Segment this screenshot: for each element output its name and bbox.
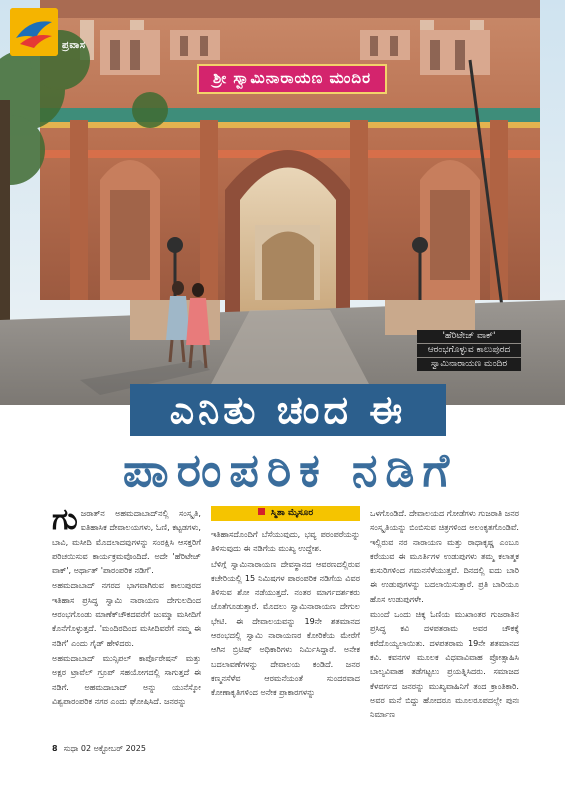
- bird-logo-icon: [10, 8, 58, 56]
- magazine-logo: [10, 8, 58, 56]
- article-column-1: [52, 502, 201, 736]
- article-paragraph: ಗುಜರಾತ್‌ನ ಅಹಮದಾಬಾದ್‌ನಲ್ಲಿ ಸಂಸ್ಕೃತಿ, ಐತಿಹಾಸಿಕ ದೇವಾಲಯಗಳು, ಓಣಿ, ಕಟ್ಟಡಗಳು, ಬಾವಿ, ಮಸೀದಿ ಮೊದಲಾದವುಗಳನ್ನು ಸಂರಕ್ಷಿಸಿ ಆಸಕ್ತರಿಗೆ ಪರಿಚಯಿಸುವ ಕಾರ್ಯಕ್ರಮವೊಂದಿದೆ. ಅದೇ 'ಹೆರಿಟೇಜ್ ವಾಕ್', ಅರ್ಥಾತ್ 'ಪಾರಂಪರಿಕ ನಡಿಗೆ'.: [52, 502, 201, 576]
- article-paragraph: ಮುಂದೆ ಒಂದು ಚಿಕ್ಕ ಓಣಿಯ ಮುಖಾಂತರ ಗುಜರಾತಿನ ಪ್ರಸಿದ್ಧ ಕವಿ ದಳಪತರಾಮ ಅವರ ಚೌಕಕ್ಕೆ ಕರೆದೊಯ್ಯಲಾಯಿತು. ದಳಪತರಾಮ 19ನೇ ಶತಮಾನದ ಕವಿ. ಕವನಗಳ ಮೂಲಕ ವಿಧವಾವಿವಾಹ ಪ್ರೋತ್ಸಾಹಿಸಿ ಬಾಲ್ಯವಿವಾಹ ತಡೆಗಟ್ಟಲು ಪ್ರಯತ್ನಿಸಿದರು. ಸಮಾಜದ ಕೆಳವರ್ಗದ ಜನರನ್ನು ಮುಖ್ಯವಾಹಿನಿಗೆ ತಂದ ಕ್ರಾಂತಿಕಾರಿ. ಅವರ ಮನೆ ಬಿದ್ದು ಹೋದರೂ ಮೂಲರೂಪದಲ್ಲೇ ಪುನಃ ನಿರ್ಮಾಣ: [370, 609, 519, 720]
- page-number: 8: [52, 744, 58, 753]
- caption-line: ಆರಂಭಗೊಳ್ಳುವ ಕಾಲುಪುರದ: [417, 344, 521, 357]
- temple-sign: ಶ್ರೀ ಸ್ವಾಮಿನಾರಾಯಣ ಮಂದಿರ: [197, 64, 387, 94]
- article-column-3: [370, 506, 519, 736]
- photo-caption: [417, 330, 521, 372]
- author-name: ಸ್ಮಿತಾ ಮೈಸೂರ: [270, 508, 314, 518]
- article-paragraph: ಒಳಗೊಂಡಿದೆ. ದೇವಾಲಯದ ಗೋಡೆಗಳು ಗುಜರಾತಿ ಜನರ ಸಂಸ್ಕೃತಿಯನ್ನು ಬಿಂಬಿಸುವ ಚಿತ್ರಗಳಿಂದ ಅಲಂಕೃತಗೊಂಡಿವೆ. ಇಲ್ಲಿರುವ ನರ ನಾರಾಯಣ ಮತ್ತು ರಾಧಾಕೃಷ್ಣ ಎಂಬೂ ಕರೆಯುವ ಈ ಮೂರ್ತಿಗಳ ಉಡುಪುಗಳು ತಮ್ಮ ಕಲಾತ್ಮಕ ಕುಸುರಿಗಳಿಂದ ಗಮನಸೆಳೆಯುತ್ತವೆ. ದಿನದಲ್ಲಿ ಐದು ಬಾರಿ ಈ ಉಡುಪುಗಳನ್ನು ಬದಲಾಯಿಸುತ್ತಾರೆ. ಪ್ರತಿ ಬಾರಿಯೂ ಹೊಸ ಉಡುಪುಗಳೇ.: [370, 508, 519, 604]
- section-label: ಪ್ರವಾಸ: [62, 40, 86, 51]
- article-body: [52, 502, 520, 736]
- headline-line-1: ಎನಿತು ಚಂದ ಈ: [169, 388, 407, 432]
- article-paragraph: ಅಹಮದಾಬಾದ್ ಮುನ್ಸಿಪಲ್ ಕಾರ್ಪೊರೇಷನ್ ಮತ್ತು ಅಕ್ಷರ ಟ್ರಾವೆಲ್ ಗ್ರೂಪ್ ಸಹಯೋಗದಲ್ಲಿ ಸಾಗುತ್ತದೆ ಈ ನಡಿಗೆ. ಅಹಮದಾಬಾದ್ ಅನ್ನು ಯುನೆಸ್ಕೋ ವಿಶ್ವಪಾರಂಪರಿಕ ನಗರ ಎಂದು ಘೋಷಿಸಿದೆ. ಜನರನ್ನು: [52, 652, 201, 706]
- article-paragraph: ಅಹಮದಾಬಾದ್ ನಗರದ ಭಾಗವಾಗಿರುವ ಕಾಲುಪುರದ ಇತಿಹಾಸ ಪ್ರಸಿದ್ಧ ಸ್ವಾಮಿ ನಾರಾಯಣ ದೇಗುಲದಿಂದ ಆರಂಭಗೊಂಡು ಮಾಣೆಕ್‌ಚೌಕದವರೆಗೆ ಜುಮ್ಮಾ ಮಸೀದಿಗೆ ಕೊನೆಗೊಳ್ಳುತ್ತದೆ. 'ಮಂದಿರದಿಂದ ಮಸೀದಿವರೆಗೆ ನಮ್ಮ ಈ ನಡಿಗೆ' ಎಂದು ಗೈಡ್ ಹೇಳಿದರು.: [52, 580, 201, 648]
- byline-square-icon: [258, 508, 265, 515]
- caption-line: 'ಹೆರಿಟೇಜ್ ವಾಕ್': [417, 330, 521, 343]
- issue-line: ಸುಧಾ 02 ಅಕ್ಟೋಬರ್ 2025: [63, 744, 146, 753]
- article-paragraph: ಬೆಳಿಗ್ಗೆ ಸ್ವಾಮಿನಾರಾಯಣ ದೇವಸ್ಥಾನದ ಆವರಣದಲ್ಲಿರುವ ಕಚೇರಿಯಲ್ಲಿ 15 ನಿಮಿಷಗಳ ಪಾರಂಪರಿಕ ನಡಿಗೆಯ ವಿವರ ತಿಳಿಸುವ ಶೋ ನಡೆಯುತ್ತದೆ. ನಂತರ ಮಾರ್ಗದರ್ಶಕರು ಜೊತೆಗೂಡುತ್ತಾರೆ. ಮೊದಲು ಸ್ವಾಮಿನಾರಾಯಣ ದೇಗುಲ ಭೇಟಿ. ಈ ದೇವಾಲಯವನ್ನು 19ನೇ ಶತಮಾನದ ಆರಂಭದಲ್ಲಿ ಸ್ವಾಮಿ ನಾರಾಯಣರ ಕೋರಿಕೆಯ ಮೇರೆಗೆ ಆಗಿನ ಬ್ರಿಟಿಷ್ ಅಧಿಕಾರಿಗಳು ನಿರ್ಮಿಸಿದ್ದಾರೆ. ಅನೇಕ ಬದಲಾವಣೆಗಳನ್ನು ದೇವಾಲಯ ಕಂಡಿದೆ. ಜನರ ಕಣ್ಮನಸೆಳೆವ ಆರಮನೆಯಂತೆ ಸುಂದರವಾದ ಕೋಣಾಕೃತಿಗಳಿಂದ ಅನೇಕ ಪ್ರಾಕಾರಗಳನ್ನು: [211, 558, 360, 698]
- page-folio: [52, 744, 146, 754]
- drop-cap: ಗು: [52, 502, 78, 537]
- article-column-2: [211, 506, 360, 736]
- author-byline: [211, 506, 360, 521]
- caption-line: ಸ್ವಾಮಿನಾರಾಯಣ ಮಂದಿರ: [417, 358, 521, 371]
- headline-line-2: ಪಾರಂಪರಿಕ ನಡಿಗೆ: [122, 443, 458, 497]
- article-paragraph: ಇತಿಹಾಸದೊಂದಿಗೆ ಬೆಸೆಯುವುದು, ಭವ್ಯ ಪರಂಪರೆಯನ್ನು ತಿಳಿಸುವುದು ಈ ನಡಿಗೆಯ ಮುಖ್ಯ ಉದ್ದೇಶ.: [211, 529, 360, 554]
